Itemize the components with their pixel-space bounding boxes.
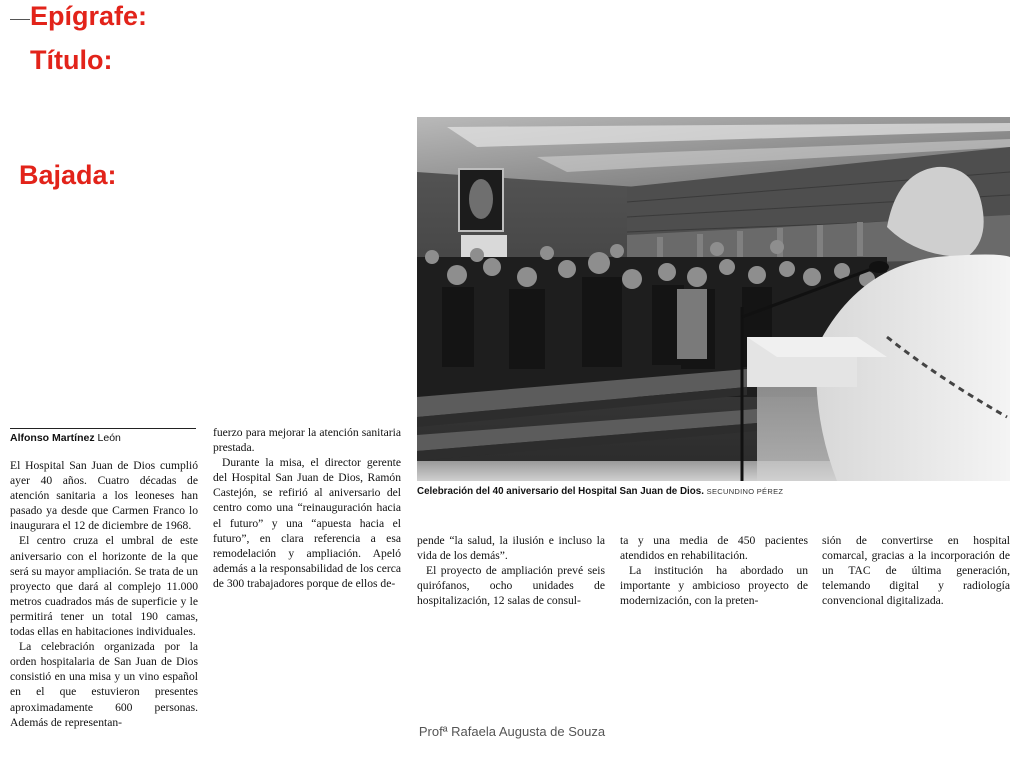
photo-credit: SECUNDINO PÉREZ [706,487,784,496]
photo-illustration [417,117,1010,481]
paragraph: La institución ha abordado un importante y ambicioso proyecto de modernización, con la preten- [620,564,808,608]
decorative-rule [10,19,30,20]
paragraph: El Hospital San Juan de Dios cumplió ayer 40 años. Cuatro décadas de atención sanitaria a los leoneses han pasado ya desde que Carmen Franco lo inaugurara el 12 de diciembre de 1968. [10,459,198,533]
paragraph: El centro cruza el umbral de este aniversario con el horizonte de la que será su mayor ampliación. Se trata de un proyecto que dará al complejo 11.000 metros cuadrados más de superficie y le permitirá tener un total 190 camas, todas ellas en habitaciones individuales. [10,534,199,639]
paragraph: La celebración organizada por la orden hospitalaria de San Juan de Dios consistió en una misa y un vino español en el que estuvieron presentes aproximadamente 600 personas. Además de representan- [10,640,198,729]
byline [10,428,196,444]
article-column-1 [10,458,198,730]
paragraph: Durante la misa, el director gerente del Hospital San Juan de Dios, Ramón Castejón, se refirió al aniversario del centro como una “reinauguración hacia el futuro” y una “apuesta hacia el futuro”, en clara referencia a esa remodelación y ampliación. Apeló además a la responsabilidad de los cerca de 300 trabajadores porque de ellos de- [213,456,401,590]
article-column-3 [417,533,605,608]
byline-city: León [97,432,121,444]
article-column-5 [822,533,1010,608]
article-column-2 [213,425,401,591]
paragraph: ta y una media de 450 pacientes atendidos en rehabilitación. [620,534,808,563]
paragraph: El proyecto de ampliación prevé seis quirófanos, ocho unidades de hospitalización, 12 salas de consul- [417,564,605,608]
label-epigrafe: Epígrafe: [30,1,148,31]
label-bajada: Bajada: [19,160,117,190]
article-column-4 [620,533,808,608]
photo-caption [417,486,1010,497]
caption-text: Celebración del 40 aniversario del Hospital San Juan de Dios. [417,486,704,497]
paragraph: sión de convertirse en hospital comarcal, gracias a la incorporación de un TAC de última generación, telemando digital y radiología convencional digitalizada. [822,534,1010,608]
label-titulo: Título: [30,45,113,75]
byline-name: Alfonso Martínez [10,432,95,444]
author-footer: Profª Rafaela Augusta de Souza [418,724,606,739]
paragraph: pende “la salud, la ilusión e incluso la vida de los demás”. [417,534,605,563]
paragraph: fuerzo para mejorar la atención sanitaria prestada. [213,426,401,455]
article-photo [417,117,1010,481]
